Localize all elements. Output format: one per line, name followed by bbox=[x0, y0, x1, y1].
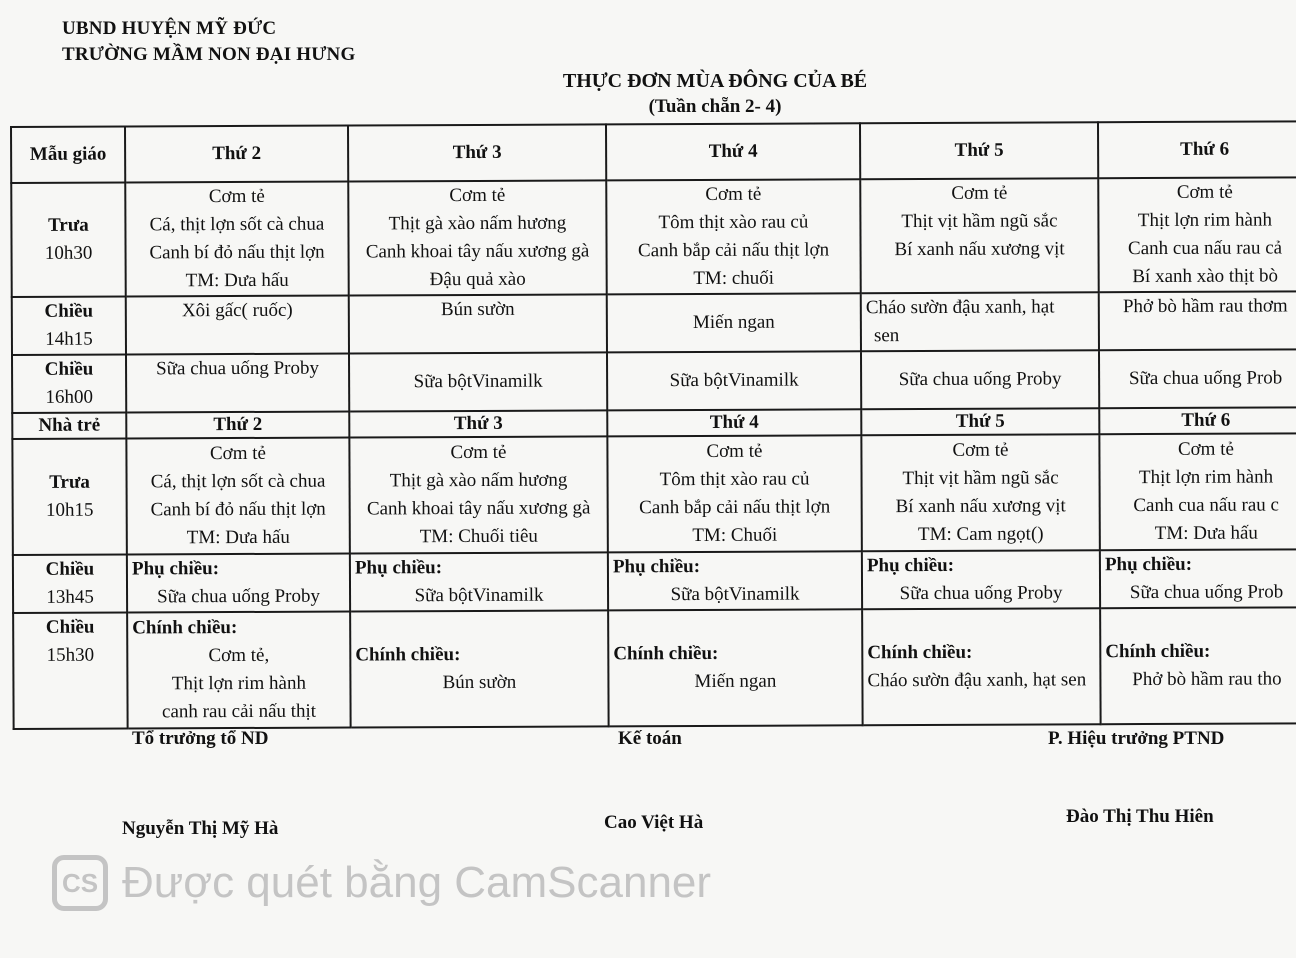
meal-name: Chiều bbox=[44, 358, 94, 380]
dish: Tôm thịt xào rau củ bbox=[658, 211, 809, 234]
dish: TM: Dưa hấu bbox=[1154, 522, 1258, 545]
day-header: Thứ 2 bbox=[126, 412, 349, 439]
dish: Thịt lợn rim hành bbox=[1138, 466, 1274, 489]
dish: Bí xanh nấu xương vịt bbox=[894, 238, 1065, 261]
dish: TM: Cam ngọt() bbox=[917, 523, 1044, 546]
menu-cell bbox=[608, 609, 863, 726]
cell-heading: Phụ chiều: bbox=[612, 555, 701, 578]
mau-giao-header-row bbox=[11, 121, 1296, 183]
day-header: Thứ 4 bbox=[607, 409, 861, 436]
dish: Đậu quả xào bbox=[429, 268, 526, 291]
meal-name: Chiều bbox=[45, 616, 95, 638]
dish: Cơm tẻ bbox=[952, 439, 1009, 461]
dish: Cơm tẻ bbox=[705, 183, 762, 205]
dish: TM: Dưa hấu bbox=[185, 269, 289, 292]
dish: Cơm tẻ bbox=[706, 440, 763, 462]
dish: Cơm tẻ bbox=[1176, 181, 1233, 203]
dish: Tôm thịt xào rau củ bbox=[659, 468, 810, 491]
dish: Thịt lợn rim hành bbox=[171, 672, 307, 695]
meal-time: 13h45 bbox=[46, 586, 94, 608]
dish: Cơm tẻ bbox=[450, 441, 507, 464]
day-header: Thứ 3 bbox=[349, 410, 607, 437]
dish: Cháo sườn đậu xanh, hạt sen bbox=[867, 669, 1087, 692]
menu-cell bbox=[607, 351, 861, 410]
page-title: THỰC ĐƠN MÙA ĐÔNG CỦA BÉ bbox=[562, 70, 868, 92]
cell-heading: Chính chiều: bbox=[1105, 640, 1211, 663]
day-header: Thứ 6 bbox=[1098, 121, 1296, 178]
dish: Miến ngan bbox=[694, 670, 777, 693]
signature-name-accountant: Cao Việt Hà bbox=[604, 812, 704, 833]
menu-cell bbox=[127, 612, 351, 729]
dish: Canh khoai tây nấu xương gà bbox=[366, 497, 591, 520]
dish: Phở bò hầm rau thơm bbox=[1122, 295, 1288, 318]
menu-cell bbox=[860, 178, 1098, 293]
dish: Canh bí đỏ nấu thịt lợn bbox=[149, 241, 325, 264]
watermark-text: Được quét bằng CamScanner bbox=[122, 858, 712, 907]
dish: Thịt vịt hầm ngũ sắc bbox=[902, 467, 1059, 490]
dish: Sữa chua uống Prob bbox=[1129, 581, 1284, 604]
dish: Xôi gấc( ruốc) bbox=[181, 299, 293, 322]
dish: Canh bắp cải nấu thịt lợn bbox=[637, 239, 830, 262]
day-header: Thứ 2 bbox=[125, 126, 348, 183]
dish: TM: Chuối bbox=[692, 524, 778, 547]
meal-name: Trưa bbox=[49, 471, 90, 493]
signature-role-head-teacher: Tổ trưởng tổ ND bbox=[132, 728, 269, 749]
menu-cell bbox=[349, 294, 607, 353]
meal-name: Chiều bbox=[44, 300, 94, 322]
dish: Canh bắp cải nấu thịt lợn bbox=[639, 496, 831, 519]
signature-role-vice-principal: P. Hiệu trưởng PTND bbox=[1048, 728, 1225, 749]
dish: Cơm tẻ bbox=[449, 184, 506, 207]
meal-label bbox=[12, 354, 126, 412]
dish: Thịt vịt hầm ngũ sắc bbox=[901, 210, 1058, 233]
menu-cell bbox=[861, 292, 1099, 351]
menu-cell bbox=[1099, 433, 1296, 550]
camscanner-watermark bbox=[52, 852, 711, 914]
dish: Cá, thịt lợn sốt cà chua bbox=[150, 470, 326, 493]
dish: Sữa chua uống Proby bbox=[157, 585, 321, 608]
menu-cell bbox=[126, 296, 349, 355]
page-subtitle: (Tuần chẵn 2- 4) bbox=[648, 96, 782, 117]
table-row bbox=[11, 177, 1296, 297]
table-row bbox=[12, 433, 1296, 555]
org-name-school: TRƯỜNG MẦM NON ĐẠI HƯNG bbox=[62, 44, 356, 65]
org-name-district: UBND HUYỆN MỸ ĐỨC bbox=[62, 18, 277, 39]
dish: Cơm tẻ bbox=[1177, 438, 1234, 460]
day-header: Thứ 4 bbox=[606, 123, 860, 180]
cell-heading: Phụ chiều: bbox=[866, 554, 955, 577]
dish: Thịt gà xào nấm hương bbox=[389, 469, 568, 492]
cell-heading: Phụ chiều: bbox=[1104, 553, 1193, 576]
cell-heading: Chính chiều: bbox=[613, 642, 719, 665]
menu-cell bbox=[126, 438, 350, 555]
dish: Sữa bộtVinamilk bbox=[669, 369, 799, 392]
signature-role-accountant: Kế toán bbox=[618, 728, 682, 749]
menu-table bbox=[10, 120, 1296, 730]
dish: Canh khoai tây nấu xương gà bbox=[365, 240, 590, 263]
menu-cell bbox=[1100, 607, 1296, 724]
menu-cell bbox=[606, 179, 860, 294]
meal-time: 15h30 bbox=[46, 644, 95, 666]
meal-time: 10h15 bbox=[45, 499, 94, 521]
dish: Sữa chua uống Proby bbox=[156, 357, 320, 380]
meal-time: 16h00 bbox=[45, 386, 93, 408]
menu-cell bbox=[861, 434, 1100, 551]
nha-tre-label: Nhà trẻ bbox=[12, 412, 126, 438]
menu-cell bbox=[1099, 349, 1296, 408]
meal-label bbox=[13, 612, 128, 728]
dish: Thịt lợn rim hành bbox=[1137, 209, 1272, 232]
dish: Cơm tẻ bbox=[209, 442, 266, 465]
menu-cell bbox=[607, 293, 861, 352]
dish: sen bbox=[873, 325, 900, 347]
meal-label bbox=[13, 554, 127, 612]
menu-cell bbox=[1099, 291, 1296, 350]
mau-giao-label: Mẫu giáo bbox=[11, 126, 125, 182]
meal-name: Chiều bbox=[45, 558, 95, 580]
table-row bbox=[12, 349, 1296, 413]
day-header: Thứ 3 bbox=[348, 124, 606, 181]
dish: Cháo sườn đậu xanh, hạt bbox=[865, 296, 1055, 319]
menu-cell bbox=[862, 550, 1100, 609]
signature-name-head-teacher: Nguyễn Thị Mỹ Hà bbox=[122, 818, 279, 839]
dish: Sữa chua uống Proby bbox=[899, 582, 1063, 605]
dish: Cá, thịt lợn sốt cà chua bbox=[149, 213, 325, 236]
dish: TM: Dưa hấu bbox=[186, 526, 290, 549]
cell-heading: Chính chiều: bbox=[132, 617, 238, 639]
menu-cell bbox=[608, 551, 862, 610]
menu-cell bbox=[125, 182, 348, 297]
camscanner-logo-icon: CS bbox=[52, 855, 108, 911]
dish: Phở bò hầm rau tho bbox=[1132, 668, 1282, 691]
dish: Sữa chua uống Proby bbox=[898, 368, 1062, 391]
dish: Canh cua nấu rau cả bbox=[1127, 237, 1283, 260]
meal-label bbox=[11, 182, 125, 296]
meal-label bbox=[12, 296, 126, 354]
day-header: Thứ 5 bbox=[860, 122, 1098, 179]
dish: Bún sườn bbox=[442, 671, 517, 694]
table-row bbox=[13, 549, 1296, 613]
table-row bbox=[13, 607, 1296, 729]
dish: Canh bí đỏ nấu thịt lợn bbox=[150, 498, 326, 521]
dish: TM: Chuối tiêu bbox=[419, 525, 538, 548]
signature-name-vice-principal: Đào Thị Thu Hiên bbox=[1066, 806, 1214, 827]
dish: canh rau cải nấu thịt bbox=[161, 700, 317, 723]
menu-cell bbox=[348, 180, 606, 295]
dish: Canh cua nấu rau c bbox=[1133, 494, 1280, 517]
day-header: Thứ 6 bbox=[1099, 407, 1296, 434]
dish: Cơm tẻ, bbox=[208, 644, 270, 667]
menu-cell bbox=[1100, 549, 1296, 608]
menu-cell bbox=[126, 354, 349, 413]
meal-label bbox=[12, 438, 127, 554]
table-row bbox=[12, 291, 1296, 355]
dish: Sữa bộtVinamilk bbox=[670, 583, 800, 606]
dish: Sữa bộtVinamilk bbox=[414, 584, 544, 607]
menu-cell bbox=[349, 436, 608, 553]
day-header: Thứ 5 bbox=[861, 408, 1099, 435]
dish: Cơm tẻ bbox=[951, 182, 1008, 204]
cell-heading: Chính chiều: bbox=[355, 644, 461, 666]
menu-cell bbox=[349, 352, 607, 411]
cell-heading: Chính chiều: bbox=[867, 641, 973, 664]
dish: Bí xanh xào thịt bò bbox=[1132, 265, 1279, 288]
cell-heading: Phụ chiều: bbox=[354, 557, 443, 579]
meal-name: Trưa bbox=[48, 214, 89, 236]
meal-time: 14h15 bbox=[45, 328, 93, 350]
meal-time: 10h30 bbox=[44, 242, 93, 264]
menu-cell bbox=[862, 608, 1101, 725]
dish: Sữa bộtVinamilk bbox=[413, 370, 543, 393]
menu-cell bbox=[127, 554, 350, 613]
dish: Miến ngan bbox=[692, 311, 775, 334]
menu-cell bbox=[861, 350, 1099, 409]
menu-cell bbox=[350, 610, 609, 727]
menu-cell bbox=[350, 552, 608, 611]
menu-cell bbox=[607, 435, 862, 552]
dish: TM: chuối bbox=[693, 267, 775, 290]
dish: Bún sườn bbox=[440, 298, 515, 321]
dish: Thịt gà xào nấm hương bbox=[388, 212, 567, 235]
dish: Bí xanh nấu xương vịt bbox=[895, 495, 1066, 518]
menu-cell bbox=[1098, 177, 1296, 292]
cell-heading: Phụ chiều: bbox=[131, 558, 220, 580]
dish: Cơm tẻ bbox=[208, 185, 265, 208]
dish: Sữa chua uống Prob bbox=[1128, 367, 1283, 390]
